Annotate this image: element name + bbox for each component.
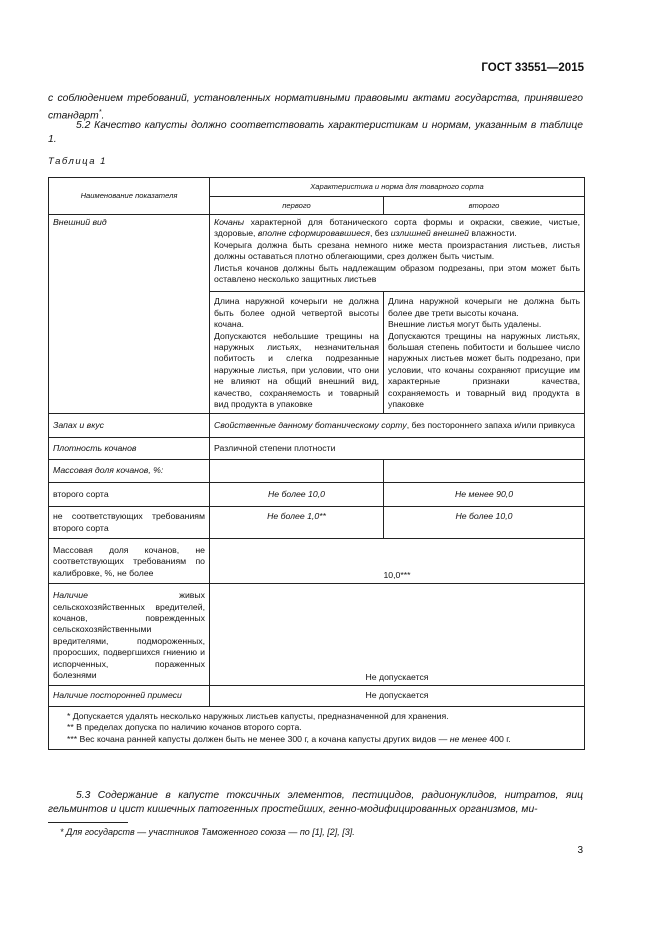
text-fragment: Кочерыга должна быть срезана немного ниже места произрастания листьев, листья должны оставаться плотно облегающими, срез должен быть чистым. [214, 239, 581, 262]
table-header-row [49, 178, 585, 197]
empty-cell [384, 460, 585, 482]
not-meeting-first: Не более 1,0** [210, 507, 384, 539]
table-row [49, 215, 585, 292]
text-fragment: , без постороннего запаха и/или привкуса [406, 419, 575, 430]
intro-end: . [101, 110, 105, 122]
text-fragment: не менее [449, 733, 487, 744]
text-fragment: Допускаются трещины на наружных листьях, большая степень побитости и большее число наружных листьев может быть подрезано, при условии, что кочаны сохраняют присущие им характерные признаки качества, сохраняемость и товарный вид продукта в упаковке [388, 330, 581, 410]
text-fragment: Длина наружной кочерыги не должна быть более одной четвертой высоты кочана. [214, 296, 379, 330]
header-second-grade: второго [384, 197, 585, 215]
text-fragment: Листья кочанов должны быть надлежащим образом подрезаны, при этом может быть оставлено несколько защитных листьев [214, 262, 581, 285]
density-value: Различной степени плотности [210, 437, 585, 459]
second-grade-first: Не более 10,0 [210, 482, 384, 506]
text-fragment: Наличие [53, 590, 88, 601]
impurity-value: Не допускается [210, 686, 585, 706]
table-footnote: ** В пределах допуска по наличию кочанов второго сорта. [67, 722, 302, 733]
header-group: Характеристика и норма для товарного сорта [210, 178, 585, 197]
pests-value: Не допускается [210, 584, 585, 686]
text-fragment: живых сельскохозяйственных вредителей, кочанов, поврежденных сельскохозяйственными вредителями, подмороженных, проросших, подвергшихся гниению и испорченных, пораженных болезнями [53, 590, 205, 680]
intro-text: с соблюдением требований, установленных нормативными правовыми актами государства, принявшего стандарт [48, 93, 583, 122]
table-row [49, 482, 585, 506]
appearance-first [210, 292, 384, 413]
row-label: Массовая доля кочанов, не соответствующих требованиям по калибровке, %, не более [49, 538, 210, 583]
section-5-2: 5.2 Качество капусты должно соответствовать характеристикам и нормам, указанным в таблице 1. [48, 120, 583, 145]
header-indicator: Наименование показателя [49, 178, 210, 215]
text-fragment: влажности. [468, 228, 517, 239]
table-footnote [53, 734, 580, 745]
text-fragment: *** Вес кочана ранней капусты должен быть не менее 300 г, а кочана капусты других видов — [67, 733, 450, 744]
text-fragment: Длина наружной кочерыги не должна быть более две трети высоты кочана. [388, 296, 581, 318]
row-label: Наличие посторонней примеси [49, 686, 210, 706]
text-fragment: Кочаны [214, 217, 245, 227]
row-label: Запах и вкус [49, 413, 210, 437]
row-label [49, 584, 210, 686]
not-meeting-second: Не более 10,0 [384, 507, 585, 539]
section-5-3: 5.3 Содержание в капусте токсичных элементов, пестицидов, радионуклидов, нитратов, яиц гельминтов и цист кишечных патогенных простейших, генно-модифицированных организмов, ми- [48, 790, 583, 815]
text-fragment: Допускаются небольшие трещины на наружных листьях, незначительная побитость и слегка подрезанные наружные листья, при условии, что они не влияют на общий внешний вид, качество, сохраняемость и товарный вид продукта в упаковке [214, 330, 379, 410]
table-row [49, 686, 585, 706]
text-fragment: Свойственные данному ботаническому сорту [214, 419, 407, 430]
smell-value [210, 413, 585, 437]
text-fragment: излишней внешней [390, 228, 469, 239]
table-row [49, 584, 585, 686]
table-caption: Таблица 1 [48, 156, 107, 167]
table-row [49, 538, 585, 583]
text-fragment: 400 г. [486, 733, 511, 744]
text-fragment: характерной для ботанического сорта формы и окраски, свежие, чистые, здоровые, [214, 217, 581, 239]
appearance-second [384, 292, 585, 413]
table-footnote: * Допускается удалять несколько наружных листьев капусты, предназначенной для хранения. [67, 710, 449, 721]
quality-table [48, 177, 585, 750]
footnote-ref: * [98, 109, 102, 116]
appearance-common [210, 215, 585, 292]
second-grade-second: Не менее 90,0 [384, 482, 585, 506]
header-first-grade: первого [210, 197, 384, 215]
row-label: второго сорта [49, 482, 210, 506]
footnotes-cell [49, 706, 585, 749]
table-row [49, 507, 585, 539]
document-code: ГОСТ 33551—2015 [481, 62, 584, 74]
page-number: 3 [577, 845, 583, 856]
calibration-value: 10,0*** [210, 538, 585, 583]
text-fragment: вполне сформировавшиеся [257, 228, 370, 239]
page-footnote: * Для государств — участников Таможенного союза — по [1], [2], [3]. [60, 827, 355, 837]
row-label: Массовая доля кочанов, %: [49, 460, 210, 482]
table-row [49, 413, 585, 437]
row-label: не соответствующих требованиям второго сорта [49, 507, 210, 539]
table-row [49, 437, 585, 459]
row-label: Плотность кочанов [49, 437, 210, 459]
footnote-separator [48, 822, 128, 823]
empty-cell [210, 460, 384, 482]
text-fragment: , без [369, 228, 391, 239]
row-label: Внешний вид [49, 215, 210, 414]
table-row [49, 460, 585, 482]
table-footnotes [49, 706, 585, 749]
text-fragment: Внешние листья могут быть удалены. [388, 319, 542, 330]
